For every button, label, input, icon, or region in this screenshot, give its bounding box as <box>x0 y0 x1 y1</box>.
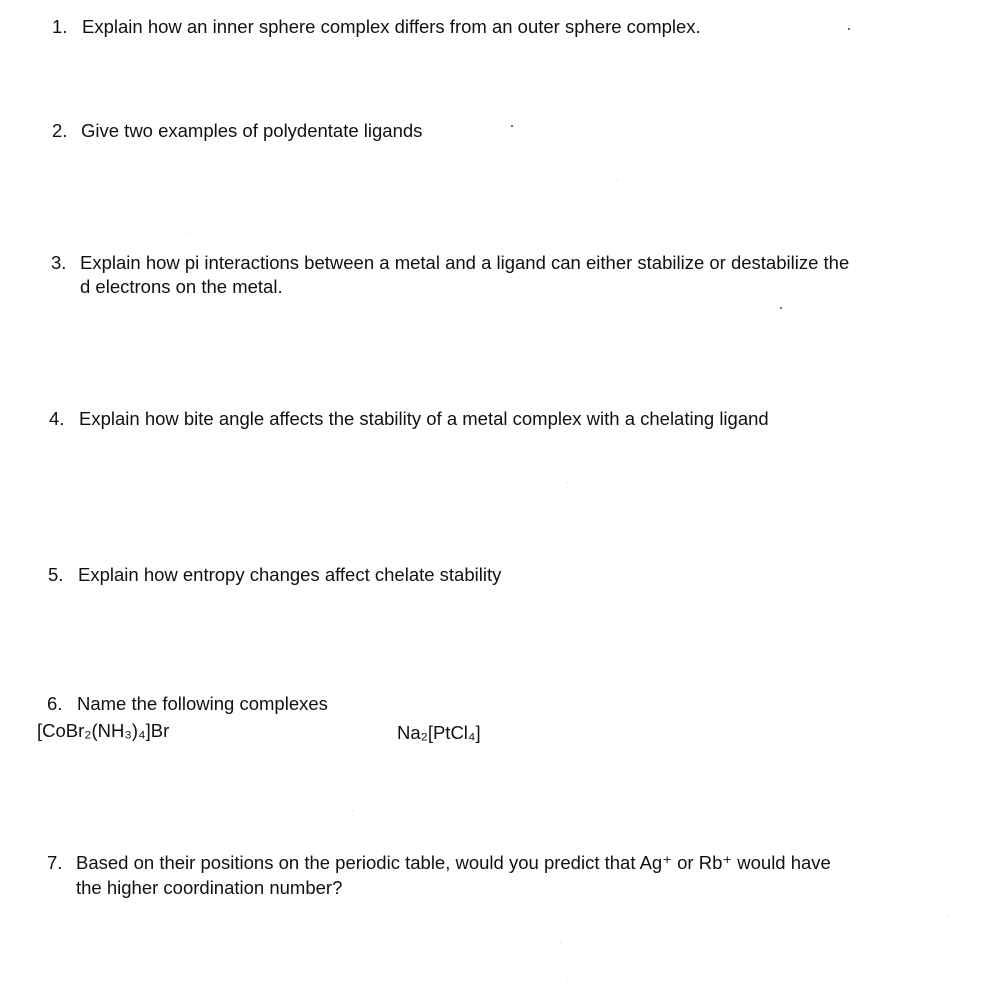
scan-speck <box>947 915 948 916</box>
question-text-continued: d electrons on the metal. <box>80 276 283 297</box>
question-number: 7. <box>47 852 63 873</box>
scan-speck <box>780 307 782 309</box>
question-number: 2. <box>52 120 68 141</box>
question-text: Explain how bite angle affects the stability of a metal complex with a chelating ligand <box>79 408 769 429</box>
scan-speck <box>566 978 567 979</box>
question-text: Explain how entropy changes affect chelate stability <box>78 564 502 585</box>
scan-speck <box>567 482 568 483</box>
question-number: 5. <box>48 564 64 585</box>
complex-formula-1: [CoBr₂(NH₃)₄]Br <box>37 720 170 741</box>
scan-speck <box>617 180 618 181</box>
complex-formula-2: Na₂[PtCl₄] <box>397 722 481 743</box>
question-text: Give two examples of polydentate ligands <box>81 120 423 141</box>
question-number: 3. <box>51 252 67 273</box>
question-number: 1. <box>52 16 68 37</box>
question-text-continued: the higher coordination number? <box>76 877 343 898</box>
question-text: Based on their positions on the periodic table, would you predict that Ag⁺ or Rb⁺ would have <box>76 852 831 873</box>
question-text: Explain how an inner sphere complex differs from an outer sphere complex. <box>82 16 701 37</box>
question-number: 6. <box>47 693 63 714</box>
question-text: Name the following complexes <box>77 693 328 714</box>
question-text: Explain how pi interactions between a metal and a ligand can either stabilize or destabilize the <box>80 252 850 273</box>
question-number: 4. <box>49 408 65 429</box>
scan-speck <box>511 125 513 127</box>
scan-speck <box>848 28 850 30</box>
scan-speck <box>186 233 187 234</box>
scan-speck <box>560 942 561 943</box>
scan-speck <box>352 810 353 811</box>
